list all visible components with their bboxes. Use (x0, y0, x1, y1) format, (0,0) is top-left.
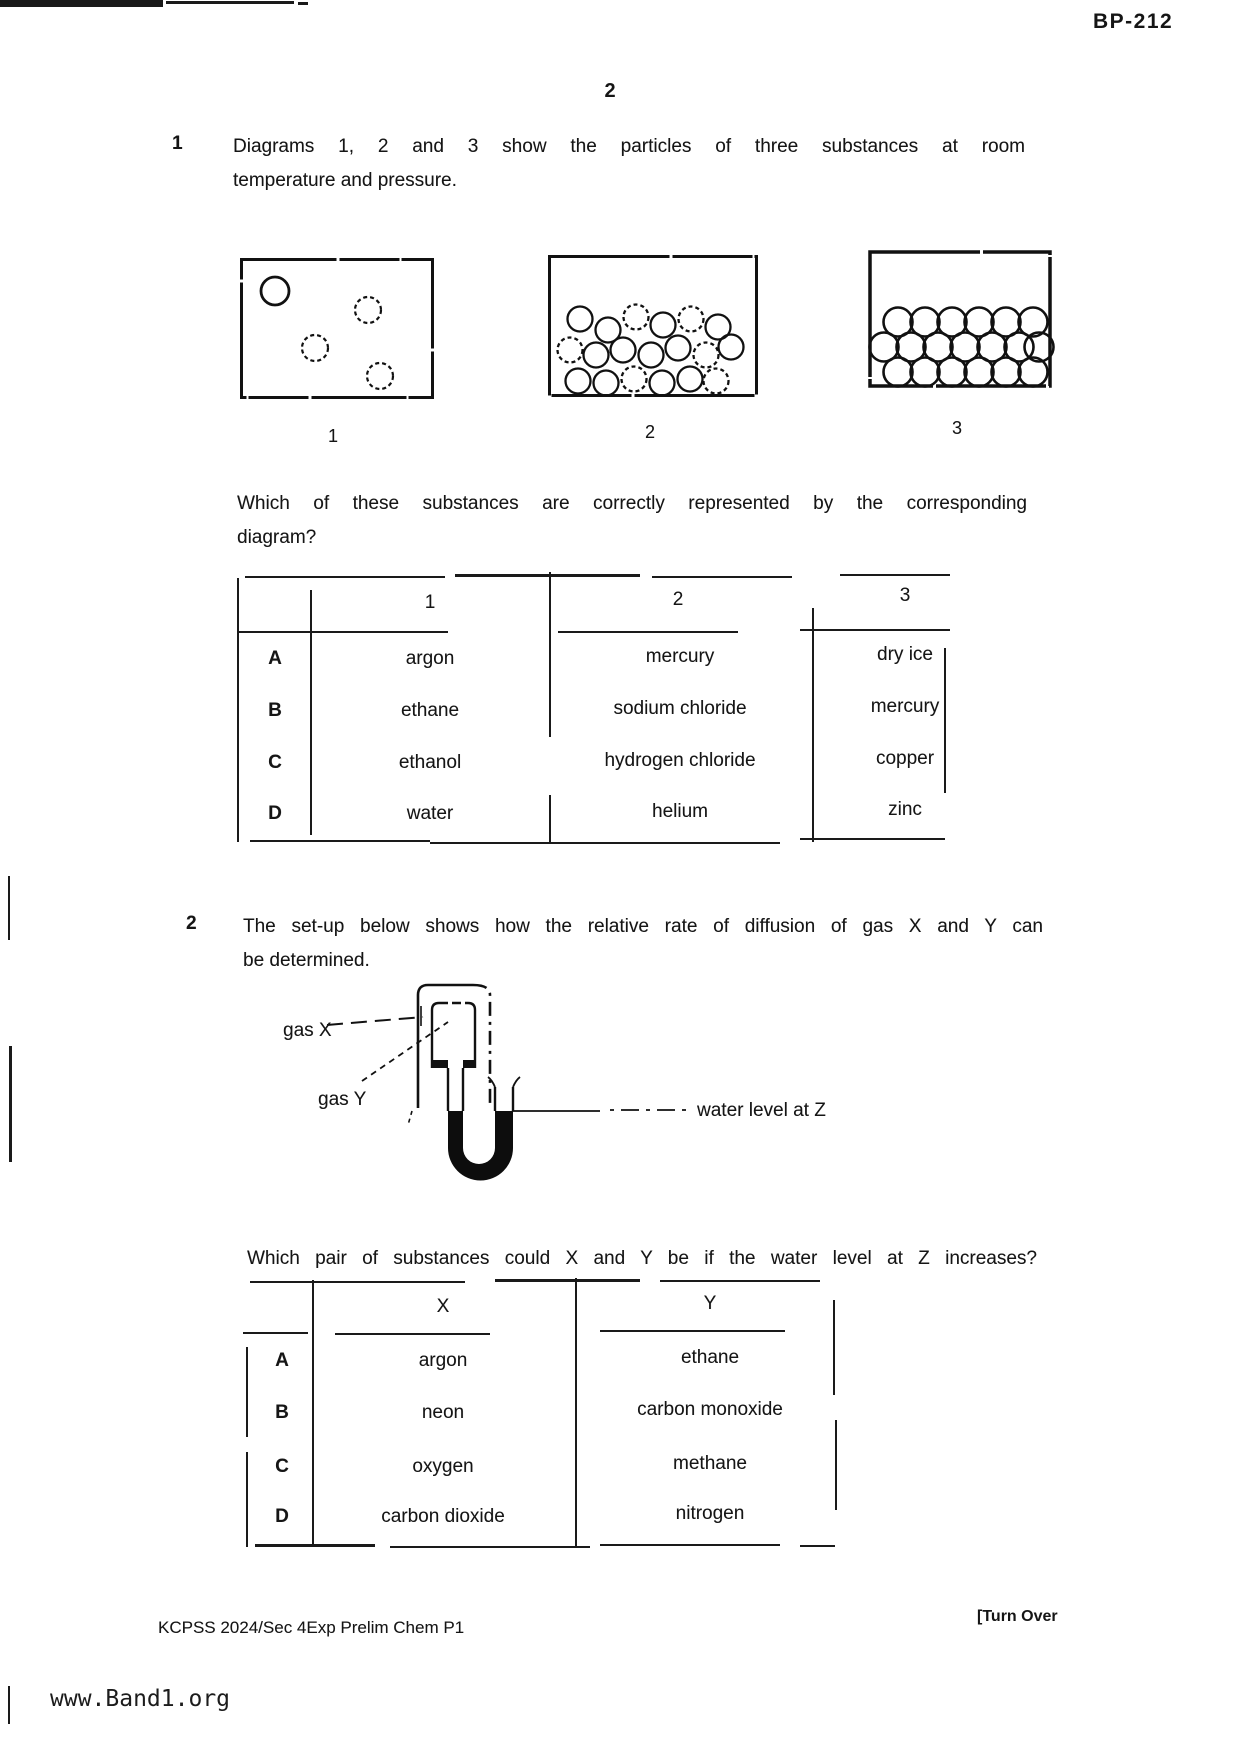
table1-row-b-col1: ethane (400, 700, 460, 721)
table1-letter-divider (310, 590, 312, 835)
footer-paper-reference: KCPSS 2024/Sec 4Exp Prelim Chem P1 (158, 1618, 465, 1637)
table1-row-d-col2: helium (652, 801, 708, 822)
table1-row-c-letter: C (268, 752, 282, 773)
gas-x-label: gas X (283, 1020, 332, 1041)
table2-row-c-letter: C (275, 1456, 289, 1477)
table1-header-underline-seg3 (800, 629, 950, 631)
table1-right-border (944, 648, 946, 793)
table1-col1-divider-lower (549, 795, 551, 842)
table2-right-border-upper (833, 1300, 835, 1395)
diagram-3-label: 3 (951, 418, 962, 438)
question-1-number: 1 (172, 133, 183, 154)
table2-row-d-y: nitrogen (675, 1503, 745, 1524)
table1-row-d-col1: water (406, 803, 454, 824)
table1-bottom-border-seg2 (430, 842, 780, 844)
table1-row-b-col2: sodium chloride (613, 698, 747, 719)
table1-bottom-border-seg3 (800, 838, 945, 840)
table2-bottom-border-seg2 (390, 1546, 590, 1548)
question-2-number: 2 (186, 913, 197, 934)
table1-row-c-col3: copper (875, 748, 935, 769)
table2-bottom-border-seg4 (800, 1545, 835, 1547)
table1-col1-divider-upper (549, 572, 551, 737)
gas-y-label: gas Y (318, 1089, 367, 1110)
table1-top-border-seg2 (455, 574, 640, 577)
table2-bottom-border-seg3 (600, 1544, 780, 1546)
diagram-1-label: 1 (327, 426, 338, 446)
question-1-intro-line2: temperature and pressure. (233, 170, 457, 191)
question-1-intro (233, 130, 1025, 198)
table2-row-c-y: methane (673, 1453, 747, 1474)
table2-header-x: X (436, 1296, 450, 1317)
table2-top-border-seg2 (495, 1279, 640, 1282)
table2-row-d-letter: D (275, 1506, 289, 1527)
table1-left-border (237, 578, 239, 842)
table2-row-c-x: oxygen (412, 1456, 474, 1477)
question-2-intro-line2: be determined. (243, 950, 370, 971)
table2-row-a-y: ethane (680, 1347, 740, 1368)
table2-left-border-upper (246, 1347, 248, 1437)
paper-code-stamp: BP-212 (1093, 10, 1174, 33)
table2-row-b-letter: B (275, 1402, 289, 1423)
table1-header-2: 2 (672, 589, 684, 610)
table2-header-underline-seg1 (243, 1332, 308, 1334)
water-level-label: water level at Z (697, 1100, 826, 1121)
scan-artifact-bar (0, 0, 163, 7)
table2-row-a-letter: A (275, 1350, 289, 1371)
table1-row-d-col3: zinc (888, 799, 922, 820)
table1-header-3: 3 (899, 585, 911, 606)
scan-margin-tick-2 (9, 1046, 12, 1162)
table2-right-border-lower (835, 1420, 837, 1510)
table2-row-b-x: neon (421, 1402, 465, 1423)
question-2-intro-line1: The set-up below shows how the relative rate of diffusion of gas X and Y can (243, 916, 1043, 937)
table1-row-d-letter: D (268, 803, 282, 824)
question-1-prompt-line1: Which of these substances are correctly represented by the corresponding (237, 493, 1027, 514)
table2-header-underline-seg2 (335, 1333, 490, 1335)
table1-row-b-letter: B (268, 700, 282, 721)
question-2-intro (243, 910, 1043, 978)
table2-top-border-seg1 (250, 1281, 465, 1283)
footer-turn-over: [Turn Over (977, 1608, 1058, 1625)
table1-row-c-col1: ethanol (398, 752, 462, 773)
table2-row-a-x: argon (418, 1350, 468, 1371)
table1-row-b-col3: mercury (870, 696, 940, 717)
scan-margin-tick-3 (8, 1686, 10, 1724)
table2-bottom-border-seg1 (255, 1544, 375, 1547)
table2-header-underline-seg3 (600, 1330, 785, 1332)
table2-left-border-lower (246, 1452, 248, 1547)
particle-diagram-3-solid (868, 250, 1052, 388)
table1-row-a-col2: mercury (645, 646, 715, 667)
scan-artifact-bar-thin (166, 1, 294, 4)
particle-diagram-1-gas (240, 258, 434, 400)
table2-header-y: Y (703, 1293, 717, 1314)
question-1-prompt (237, 487, 1027, 555)
table2-letter-divider (312, 1280, 314, 1546)
table1-bottom-border-seg1 (250, 840, 430, 842)
table1-row-a-col3: dry ice (877, 644, 933, 665)
diagram-2-label: 2 (644, 422, 655, 442)
table1-top-border-seg3 (652, 576, 792, 578)
table2-top-border-seg3 (660, 1280, 820, 1282)
table1-top-border-seg1 (245, 576, 445, 578)
watermark-site: www.Band1.org (50, 1686, 231, 1712)
question-1-prompt-line2: diagram? (237, 527, 317, 548)
table1-top-border-seg4 (840, 574, 950, 576)
page-number: 2 (604, 80, 616, 102)
table1-row-a-letter: A (268, 648, 282, 669)
table2-xy-divider (575, 1278, 577, 1548)
table1-row-a-col1: argon (405, 648, 455, 669)
question-2-prompt: Which pair of substances could X and Y be if the water level at Z increases? (247, 1248, 1037, 1269)
table1-row-c-col2: hydrogen chloride (604, 750, 756, 771)
scan-artifact-dash (298, 2, 308, 5)
table1-header-underline-seg1 (238, 631, 448, 633)
particle-diagram-2-liquid (548, 255, 758, 397)
table2-row-d-x: carbon dioxide (381, 1506, 505, 1527)
question-1-intro-line1: Diagrams 1, 2 and 3 show the particles of three substances at room (233, 136, 1025, 157)
table1-header-1: 1 (424, 592, 436, 613)
table1-header-underline-seg2 (558, 631, 738, 633)
table2-row-b-y: carbon monoxide (637, 1399, 783, 1420)
scan-margin-tick-1 (8, 876, 10, 940)
